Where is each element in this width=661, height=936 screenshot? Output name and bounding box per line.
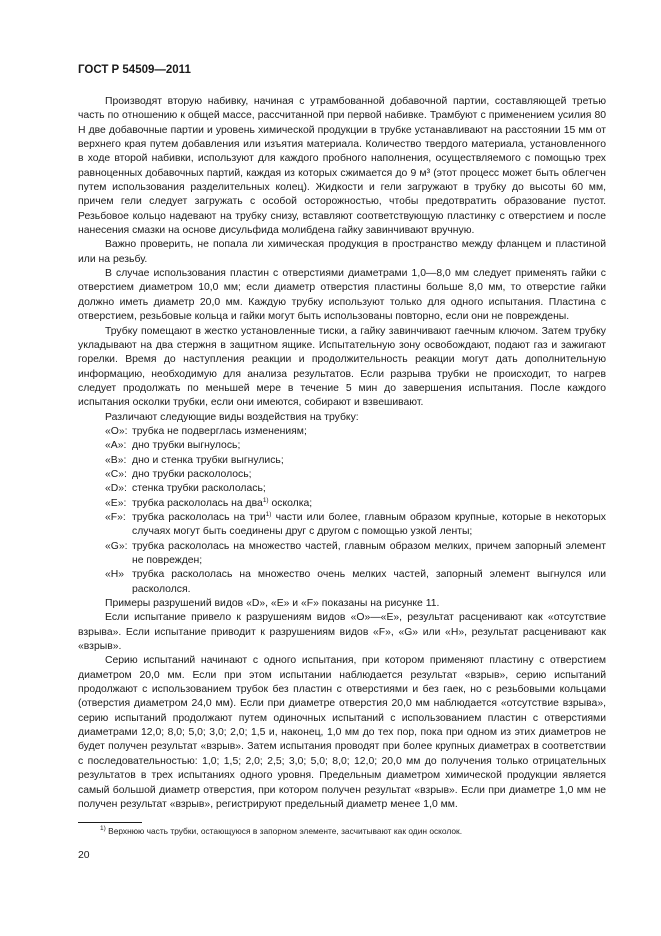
document-header: ГОСТ Р 54509—2011 [78,64,191,76]
footnote-ref: 1) [262,496,269,504]
list-item [78,568,606,597]
footnote-divider [78,822,142,823]
list-item [78,482,606,496]
paragraph: Если испытание привело к разрушениям видов «O»—«E», результат расценивают как «отсутствие взрыва». Если испытание приводит к разрушениям видов «F», «G» или «H», результат расценивают как «взрыв». [78,612,606,653]
list-item-text: трубка раскололась на два$^{1)}$ осколка; [132,496,313,509]
list-item-text: трубка раскололась на множество очень мелких частей, запорный элемент выгнулся или раскололся. [132,569,606,595]
list-item [78,454,606,468]
list-item [78,425,606,439]
list-item-text: дно и стенка трубки выгнулись; [132,454,284,466]
effects-list [78,425,606,597]
list-item-label: «B»: [105,454,127,466]
footnote-text: Верхнюю часть трубки, остающуюся в запорном элементе, засчитывают как один осколок. [105,826,463,836]
paragraph: Производят вторую набивку, начиная с утрамбованной добавочной партии, составляющей третью часть по отношению к общей массе, рассчитанной при первой набивке. Трамбуют с применением усилия 80 Н две добавочные партии и уровень химической продукции в трубке устанавливают на расстоянии 15 мм от верхнего края путем добавления или изъятия материала. Количество твердого материала, установленного в ходе второй набивки, используют для каждого пробного наполнения, осуществляемого с помощью трех равноценных добавочных партий, каждая из которых сжимается до 9 м³ (этот процесс может быть облегчен путем использования разделительных колец). Жидкости и гели загружают в трубку до высоты 60 мм, причем гели следует загружать с особой осторожностью, чтобы предотвратить образование пустот. Резьбовое кольцо надевают на трубку снизу, вставляют соответствующую пластинку с отверстием и после нанесения смазки на основе дисульфида молибдена гайку завинчивают вручную. [78,96,606,237]
list-item-label: «C»: [105,468,127,480]
footnote-ref: 1) [265,510,272,518]
list-item-text: трубка раскололась на множество частей, главным образом мелких, причем запорный элемент не поврежден; [132,540,606,566]
list-item-label: «O»: [105,425,128,437]
document-body [78,95,606,812]
list-item-label: «E»: [105,497,127,509]
list-item [78,511,606,540]
paragraph: Серию испытаний начинают с одного испытания, при котором применяют пластину с отверстием диаметром 20,0 мм. Если при этом испытании наблюдается результат «взрыв», серию испытаний продолжают с использованием трубок без пластин с отверстиями и без гаек, но с резьбовыми кольцами (отверстия диаметром 24,0 мм). Если при диаметре отверстия 20,0 мм наблюдается «отсутствие взрыва», серию испытаний продолжают путем одиночных испытаний с использованием пластин с отверстиями диаметрами 12,0; 8,0; 5,0; 3,0; 2,0; 1,5 и, наконец, 1,0 мм до тех пор, пока при одном из этих диаметров не будет получен результат «взрыв». Затем испытания проводят при более крупных диаметрах в соответствии с последовательностью: 1,0; 1,5; 2,0; 2,5; 3,0; 5,0; 8,0; 12,0; 20,0 мм до получения только отрицательных результатов в трех испытаниях одного уровня. Предельным диаметром химической продукции является самый большой диаметр отверстия, при котором получен результат «взрыв». Если при диаметре 1,0 мм не получен результат «взрыв», регистрируют предельный диаметр менее 1,0 мм. [78,655,606,810]
list-item-label: «H» [105,569,125,581]
paragraph: В случае использования пластин с отверстиями диаметрами 1,0—8,0 мм следует применять гайки с отверстием диаметром 10,0 мм; если диаметр отверстия пластины больше 8,0 мм, то отверстие гайки должно иметь диаметр 20,0 мм. Каждую трубку используют только для одного испытания. Пластина с отверстием, резьбовые кольца и гайки могут быть использованы повторно, если они не повреждены. [78,268,606,323]
paragraph: Трубку помещают в жестко установленные тиски, а гайку завинчивают гаечным ключом. Затем трубку укладывают на два стержня в защитном ящике. Испытательную зону освобождают, подают газ и зажигают горелки. Время до наступления реакции и продолжительность реакции могут дать дополнительную информацию, необходимую для анализа результатов. Если разрыва трубки не происходит, то нагрев следует продолжать по меньшей мере в течение 5 мин до завершения испытания. После каждого испытания осколки трубки, если они имеются, собирают и взвешивают. [78,325,606,409]
list-item-label: «F»: [105,511,126,523]
footnote [100,826,462,836]
list-item-label: «G»: [105,540,128,552]
paragraph: Важно проверить, не попала ли химическая продукция в пространство между фланцем и пластиной или на резьбу. [78,239,606,265]
list-item-text: трубка раскололась на три$^{1)}$ части или более, главным образом крупные, которые в некоторых случаях могут быть соединены друг с другом с помощью узкой ленты; [132,510,606,538]
list-item-text: трубка не подверглась изменениям; [132,425,307,437]
page-number: 20 [78,850,90,861]
list-item [78,439,606,453]
list-item-label: «D»: [105,483,127,495]
list-item-text: стенка трубки раскололась; [132,483,266,495]
list-item [78,497,606,511]
list-item [78,540,606,569]
list-item-text: дно трубки выгнулось; [132,440,241,452]
list-item-label: «A»: [105,440,127,452]
list-item [78,468,606,482]
list-item-text: дно трубки раскололось; [132,468,252,480]
paragraph: Примеры разрушений видов «D», «E» и «F» показаны на рисунке 11. [105,598,440,610]
paragraph: Различают следующие виды воздействия на трубку: [105,411,359,423]
footnote-marker: 1) [100,825,106,832]
